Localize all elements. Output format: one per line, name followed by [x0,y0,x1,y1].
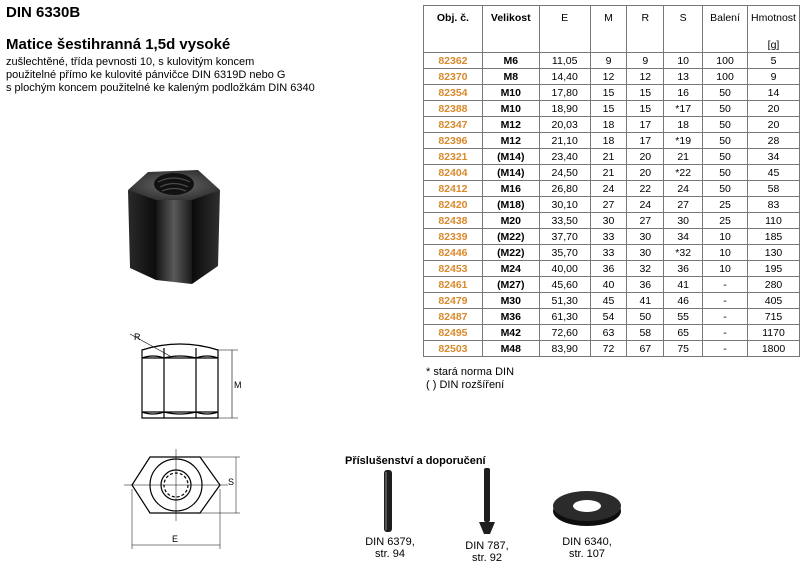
table-cell-e: 30,10 [539,197,590,213]
table-cell-obj: 82412 [424,181,483,197]
table-cell-obj: 82370 [424,69,483,85]
table-cell-s: 10 [664,53,703,69]
table-cell-weight: 45 [748,165,800,181]
table-cell-s: 13 [664,69,703,85]
table-cell-size: M10 [482,101,539,117]
table-cell-r: 41 [627,293,664,309]
table-cell-m: 36 [590,261,627,277]
table-cell-obj: 82396 [424,133,483,149]
table-cell-r: 17 [627,117,664,133]
table-cell-e: 83,90 [539,341,590,357]
table-cell-m: 21 [590,149,627,165]
table-cell-weight: 185 [748,229,800,245]
specification-table [423,5,800,357]
table-row [424,309,800,325]
table-cell-weight: 28 [748,133,800,149]
table-cell-e: 72,60 [539,325,590,341]
table-cell-obj: 82404 [424,165,483,181]
table-row [424,133,800,149]
table-cell-obj: 82347 [424,117,483,133]
table-cell-m: 21 [590,165,627,181]
table-cell-size: (M14) [482,165,539,181]
table-cell-pack: - [703,341,748,357]
column-header-m: M [590,6,627,39]
table-cell-s: 46 [664,293,703,309]
table-cell-weight: 280 [748,277,800,293]
table-cell-size: (M22) [482,229,539,245]
table-cell-r: 58 [627,325,664,341]
table-cell-e: 21,10 [539,133,590,149]
table-cell-weight: 58 [748,181,800,197]
table-cell-m: 72 [590,341,627,357]
description-line: s plochým koncem použitelné ke kaleným podložkám DIN 6340 [6,82,315,94]
table-cell-e: 17,80 [539,85,590,101]
table-cell-s: 30 [664,213,703,229]
table-cell-pack: 100 [703,69,748,85]
t-bolt-image [476,466,498,538]
table-cell-size: M6 [482,53,539,69]
footnotes [426,366,514,392]
table-cell-size: M30 [482,293,539,309]
table-cell-pack: 50 [703,85,748,101]
column-header-e: E [539,6,590,39]
top-view-drawing [120,445,250,555]
side-view-drawing [120,330,250,430]
table-cell-r: 27 [627,213,664,229]
table-cell-r: 36 [627,277,664,293]
table-cell-weight: 195 [748,261,800,277]
table-cell-weight: 130 [748,245,800,261]
table-row [424,261,800,277]
table-cell-m: 45 [590,293,627,309]
table-cell-obj: 82461 [424,277,483,293]
table-row [424,69,800,85]
product-description [6,56,336,95]
accessory-page: str. 92 [472,552,502,564]
table-cell-pack: 50 [703,133,748,149]
dimension-m-label: M [234,380,242,390]
table-cell-s: 27 [664,197,703,213]
table-cell-e: 37,70 [539,229,590,245]
table-row [424,277,800,293]
table-cell-obj: 82479 [424,293,483,309]
table-cell-weight: 20 [748,117,800,133]
table-cell-e: 24,50 [539,165,590,181]
washer-image [548,484,626,530]
table-cell-pack: 50 [703,101,748,117]
description-line: zušlechtěné, třída pevnosti 10, s kulovitým koncem [6,56,255,68]
table-cell-e: 51,30 [539,293,590,309]
weight-unit: [g] [748,38,800,53]
table-cell-s: 55 [664,309,703,325]
footnote-extension: ( ) DIN rozšíření [426,379,505,391]
table-cell-obj: 82321 [424,149,483,165]
table-cell-pack: 50 [703,165,748,181]
table-cell-e: 14,40 [539,69,590,85]
table-cell-r: 24 [627,197,664,213]
table-cell-s: 24 [664,181,703,197]
accessory-page: str. 94 [375,548,405,560]
table-cell-size: (M22) [482,245,539,261]
table-cell-obj: 82453 [424,261,483,277]
table-cell-r: 12 [627,69,664,85]
table-cell-m: 33 [590,245,627,261]
table-cell-s: 36 [664,261,703,277]
table-row [424,85,800,101]
table-cell-s: 34 [664,229,703,245]
table-cell-size: M16 [482,181,539,197]
table-cell-r: 30 [627,229,664,245]
table-cell-m: 18 [590,117,627,133]
table-cell-pack: 100 [703,53,748,69]
table-cell-size: M20 [482,213,539,229]
table-cell-r: 20 [627,165,664,181]
table-cell-e: 20,03 [539,117,590,133]
table-cell-size: M10 [482,85,539,101]
table-cell-weight: 20 [748,101,800,117]
table-row [424,197,800,213]
table-cell-r: 15 [627,85,664,101]
table-cell-size: M48 [482,341,539,357]
table-cell-s: *22 [664,165,703,181]
accessories-title: Příslušenství a doporučení [345,455,486,467]
table-cell-size: M12 [482,117,539,133]
table-row [424,341,800,357]
dimension-r-label: R [134,332,141,342]
table-cell-weight: 715 [748,309,800,325]
table-cell-r: 67 [627,341,664,357]
table-cell-e: 11,05 [539,53,590,69]
table-cell-m: 54 [590,309,627,325]
table-cell-m: 30 [590,213,627,229]
table-cell-e: 61,30 [539,309,590,325]
table-cell-size: M24 [482,261,539,277]
table-cell-obj: 82446 [424,245,483,261]
table-cell-weight: 83 [748,197,800,213]
accessory-din6340 [552,536,622,560]
table-cell-e: 26,80 [539,181,590,197]
column-header-weight: Hmotnost [748,6,800,39]
table-cell-obj: 82388 [424,101,483,117]
table-cell-pack: - [703,277,748,293]
table-cell-obj: 82339 [424,229,483,245]
table-cell-pack: 25 [703,197,748,213]
dimension-s-label: S [228,477,235,487]
table-cell-obj: 82362 [424,53,483,69]
dimension-e-label: E [172,534,179,544]
table-cell-s: 41 [664,277,703,293]
table-cell-weight: 9 [748,69,800,85]
table-cell-weight: 1800 [748,341,800,357]
table-cell-e: 35,70 [539,245,590,261]
column-header-r: R [627,6,664,39]
table-row [424,117,800,133]
table-cell-r: 15 [627,101,664,117]
table-cell-m: 12 [590,69,627,85]
accessory-page: str. 107 [568,548,606,560]
accessory-din787 [452,540,522,564]
table-cell-e: 33,50 [539,213,590,229]
table-cell-r: 20 [627,149,664,165]
table-cell-r: 9 [627,53,664,69]
table-cell-obj: 82503 [424,341,483,357]
table-cell-weight: 405 [748,293,800,309]
table-cell-size: M36 [482,309,539,325]
table-row [424,165,800,181]
table-cell-e: 45,60 [539,277,590,293]
table-cell-s: 75 [664,341,703,357]
column-header-s: S [664,6,703,39]
table-cell-pack: 50 [703,149,748,165]
table-row [424,229,800,245]
table-cell-obj: 82438 [424,213,483,229]
table-cell-weight: 110 [748,213,800,229]
table-row [424,53,800,69]
table-cell-m: 27 [590,197,627,213]
table-cell-m: 40 [590,277,627,293]
table-cell-pack: - [703,325,748,341]
table-cell-pack: 50 [703,181,748,197]
table-cell-pack: 10 [703,229,748,245]
table-cell-m: 15 [590,101,627,117]
table-cell-r: 32 [627,261,664,277]
table-cell-weight: 34 [748,149,800,165]
table-row [424,293,800,309]
table-cell-obj: 82354 [424,85,483,101]
table-cell-m: 33 [590,229,627,245]
table-cell-pack: 50 [703,117,748,133]
table-row [424,245,800,261]
table-cell-pack: 25 [703,213,748,229]
table-cell-size: (M18) [482,197,539,213]
table-cell-obj: 82495 [424,325,483,341]
table-cell-r: 30 [627,245,664,261]
table-cell-m: 15 [590,85,627,101]
table-cell-m: 18 [590,133,627,149]
threaded-stud-image [378,468,398,534]
table-cell-s: 21 [664,149,703,165]
table-cell-s: *17 [664,101,703,117]
column-header-size: Velikost [482,6,539,39]
page-title: DIN 6330B [6,4,81,21]
table-cell-r: 17 [627,133,664,149]
table-cell-size: (M27) [482,277,539,293]
accessory-name: DIN 6379, [365,536,415,548]
column-header-pack: Balení [703,6,748,39]
table-cell-s: 16 [664,85,703,101]
table-cell-weight: 1170 [748,325,800,341]
table-row [424,149,800,165]
table-cell-obj: 82420 [424,197,483,213]
table-cell-weight: 14 [748,85,800,101]
table-cell-size: (M14) [482,149,539,165]
table-cell-pack: 10 [703,245,748,261]
table-cell-r: 50 [627,309,664,325]
table-cell-size: M8 [482,69,539,85]
table-cell-s: 18 [664,117,703,133]
accessory-name: DIN 6340, [562,536,612,548]
accessory-din6379 [355,536,425,560]
table-cell-pack: - [703,309,748,325]
table-cell-r: 22 [627,181,664,197]
column-header-obj: Obj. č. [424,6,483,53]
table-cell-pack: - [703,293,748,309]
table-cell-pack: 10 [703,261,748,277]
table-row [424,325,800,341]
table-cell-e: 18,90 [539,101,590,117]
hex-nut-photo [118,160,228,288]
table-cell-m: 9 [590,53,627,69]
table-cell-size: M42 [482,325,539,341]
table-row [424,101,800,117]
table-row [424,213,800,229]
footnote-old-norm: * stará norma DIN [426,366,515,378]
table-cell-obj: 82487 [424,309,483,325]
table-cell-e: 23,40 [539,149,590,165]
table-cell-weight: 5 [748,53,800,69]
table-cell-m: 63 [590,325,627,341]
accessory-name: DIN 787, [465,540,509,552]
table-cell-e: 40,00 [539,261,590,277]
table-cell-m: 24 [590,181,627,197]
description-line: použitelné přímo ke kulovité pánvičce DIN 6319D nebo G [6,69,286,81]
table-cell-s: *32 [664,245,703,261]
table-cell-s: 65 [664,325,703,341]
table-row [424,181,800,197]
table-cell-size: M12 [482,133,539,149]
table-cell-s: *19 [664,133,703,149]
product-subtitle: Matice šestihranná 1,5d vysoké [6,36,231,53]
